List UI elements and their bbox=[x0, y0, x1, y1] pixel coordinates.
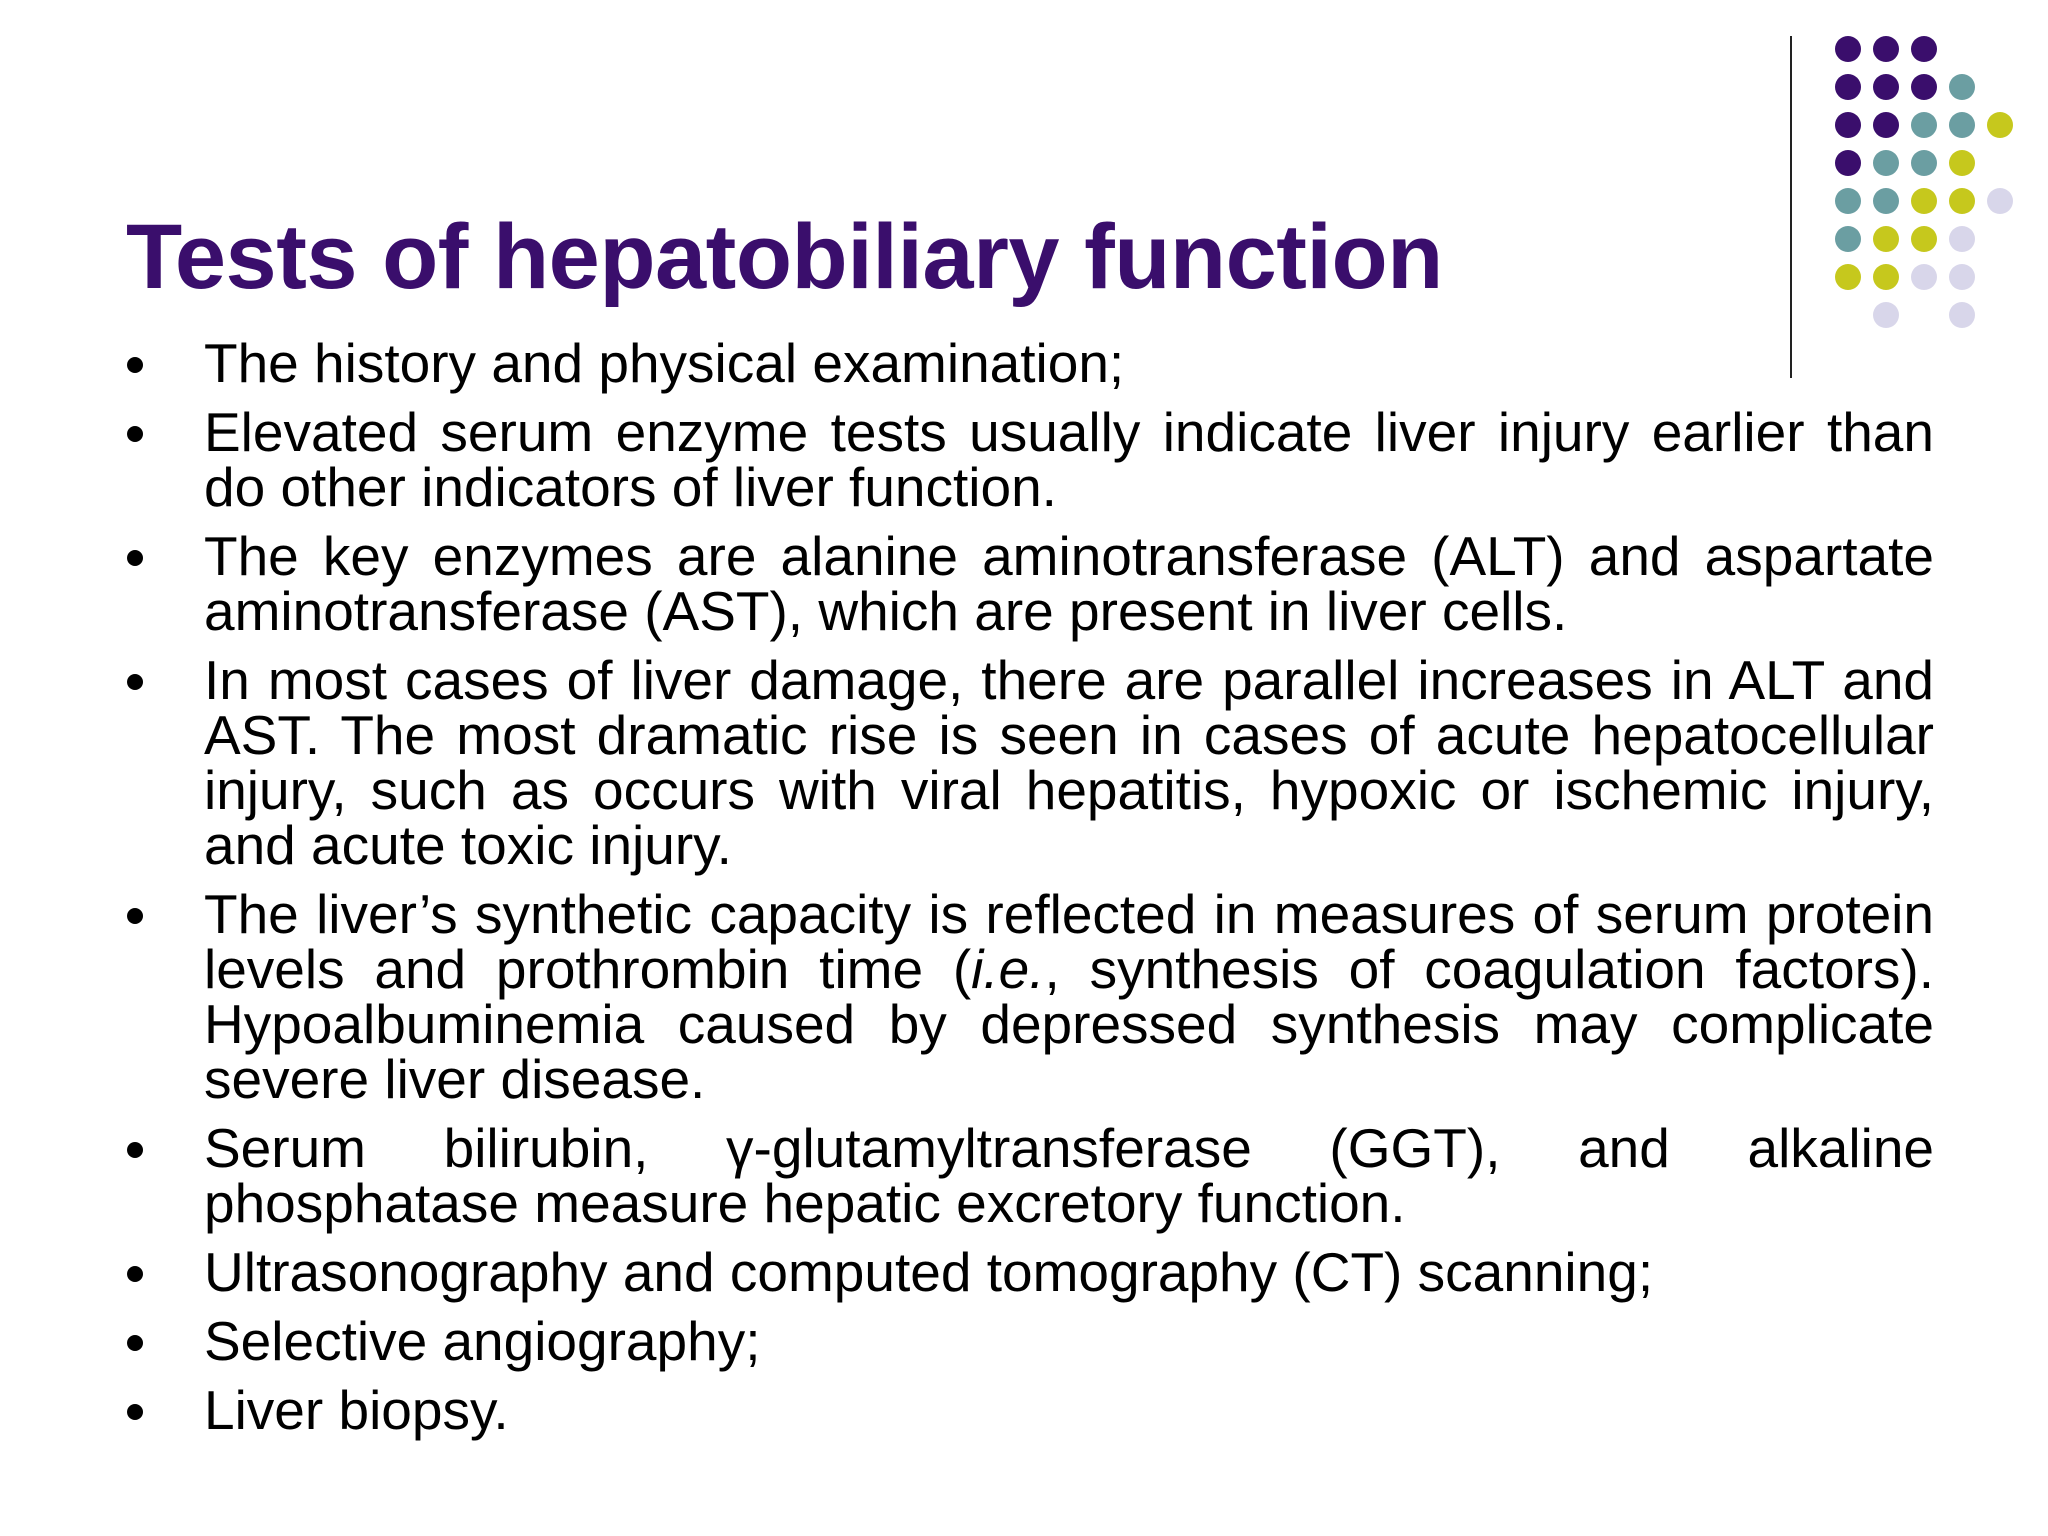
decorative-dot-teal bbox=[1949, 74, 1975, 100]
bullet-dot-icon bbox=[127, 550, 143, 566]
bullet-dot-icon bbox=[127, 426, 143, 442]
decorative-dot-lavender bbox=[1949, 226, 1975, 252]
decorative-dot-olive bbox=[1873, 226, 1899, 252]
bullet-item bbox=[204, 649, 1934, 876]
bullet-item bbox=[204, 1310, 1934, 1372]
decorative-dot-teal bbox=[1949, 112, 1975, 138]
decorative-dot-teal bbox=[1873, 150, 1899, 176]
decorative-dot-lavender bbox=[1949, 302, 1975, 328]
bullet-dot-icon bbox=[127, 1142, 143, 1158]
bullet-item bbox=[204, 1117, 1934, 1234]
bullet-text: The key enzymes are alanine aminotransferase (ALT) and aspartate aminotransferase (AST), which are present in liver cells. bbox=[204, 525, 1934, 642]
decorative-dot-purple bbox=[1835, 112, 1861, 138]
decorative-dot-purple bbox=[1835, 74, 1861, 100]
decorative-dot-olive bbox=[1873, 264, 1899, 290]
decorative-dot-olive bbox=[1911, 188, 1937, 214]
decorative-dot-teal bbox=[1911, 150, 1937, 176]
bullet-item bbox=[204, 525, 1934, 642]
decorative-dot-lavender bbox=[1949, 264, 1975, 290]
bullet-dot-icon bbox=[127, 1404, 143, 1420]
bullet-text-part: The liver’s synthetic capacity is reflected in measures of serum protein levels and prothrombin time ( bbox=[204, 883, 1934, 1000]
decorative-dot-teal bbox=[1835, 188, 1861, 214]
decorative-dot-olive bbox=[1949, 150, 1975, 176]
bullet-item bbox=[204, 401, 1934, 518]
bullet-dot-icon bbox=[127, 357, 143, 373]
bullet-dot-icon bbox=[127, 908, 143, 924]
decorative-dot-purple bbox=[1835, 150, 1861, 176]
bullet-text: Serum bilirubin, γ-glutamyltransferase (GGT), and alkaline phosphatase measure hepatic excretory function. bbox=[204, 1117, 1934, 1234]
bullet-text-italic: i.e. bbox=[971, 938, 1045, 1000]
decorative-dot-olive bbox=[1835, 264, 1861, 290]
bullet-item bbox=[204, 332, 1934, 394]
decorative-dot-purple bbox=[1911, 36, 1937, 62]
bullet-text: Elevated serum enzyme tests usually indicate liver injury earlier than do other indicators of liver function. bbox=[204, 401, 1934, 518]
decorative-dot-lavender bbox=[1873, 302, 1899, 328]
decorative-dot-purple bbox=[1873, 36, 1899, 62]
decorative-dot-olive bbox=[1949, 188, 1975, 214]
decorative-dot-purple bbox=[1873, 74, 1899, 100]
bullet-text-part: , synthesis of coagulation factors). Hypoalbuminemia caused by depressed synthesis may complicate severe liver disease. bbox=[204, 938, 1935, 1110]
bullet-dot-icon bbox=[127, 674, 143, 690]
bullet-text: The history and physical examination; bbox=[204, 332, 1125, 394]
bullet-text: Ultrasonography and computed tomography (CT) scanning; bbox=[204, 1241, 1654, 1303]
bullet-item bbox=[204, 1379, 1934, 1441]
decorative-dot-olive bbox=[1911, 226, 1937, 252]
decorative-dot-teal bbox=[1873, 188, 1899, 214]
decorative-dot-lavender bbox=[1987, 188, 2013, 214]
bullet-dot-icon bbox=[127, 1266, 143, 1282]
decorative-dot-teal bbox=[1911, 112, 1937, 138]
bullet-text: Liver biopsy. bbox=[204, 1379, 509, 1441]
bullet-dot-icon bbox=[127, 1335, 143, 1351]
decorative-dot-teal bbox=[1835, 226, 1861, 252]
decorative-dot-olive bbox=[1987, 112, 2013, 138]
decorative-dot-purple bbox=[1873, 112, 1899, 138]
bullet-list bbox=[204, 332, 1935, 1452]
bullet-item bbox=[204, 1241, 1934, 1303]
bullet-item bbox=[204, 883, 1935, 1110]
slide-title: Tests of hepatobiliary function bbox=[126, 206, 1443, 308]
decorative-dot-lavender bbox=[1911, 264, 1937, 290]
bullet-text: In most cases of liver damage, there are parallel increases in ALT and AST. The most dramatic rise is seen in cases of acute hepatocellular injury, such as occurs with viral hepatitis, hypoxic or ischemic injury, and acute toxic injury. bbox=[204, 649, 1934, 876]
bullet-text: Selective angiography; bbox=[204, 1310, 761, 1372]
decorative-dot-purple bbox=[1911, 74, 1937, 100]
vertical-divider-line bbox=[1790, 36, 1792, 378]
decorative-dot-purple bbox=[1835, 36, 1861, 62]
